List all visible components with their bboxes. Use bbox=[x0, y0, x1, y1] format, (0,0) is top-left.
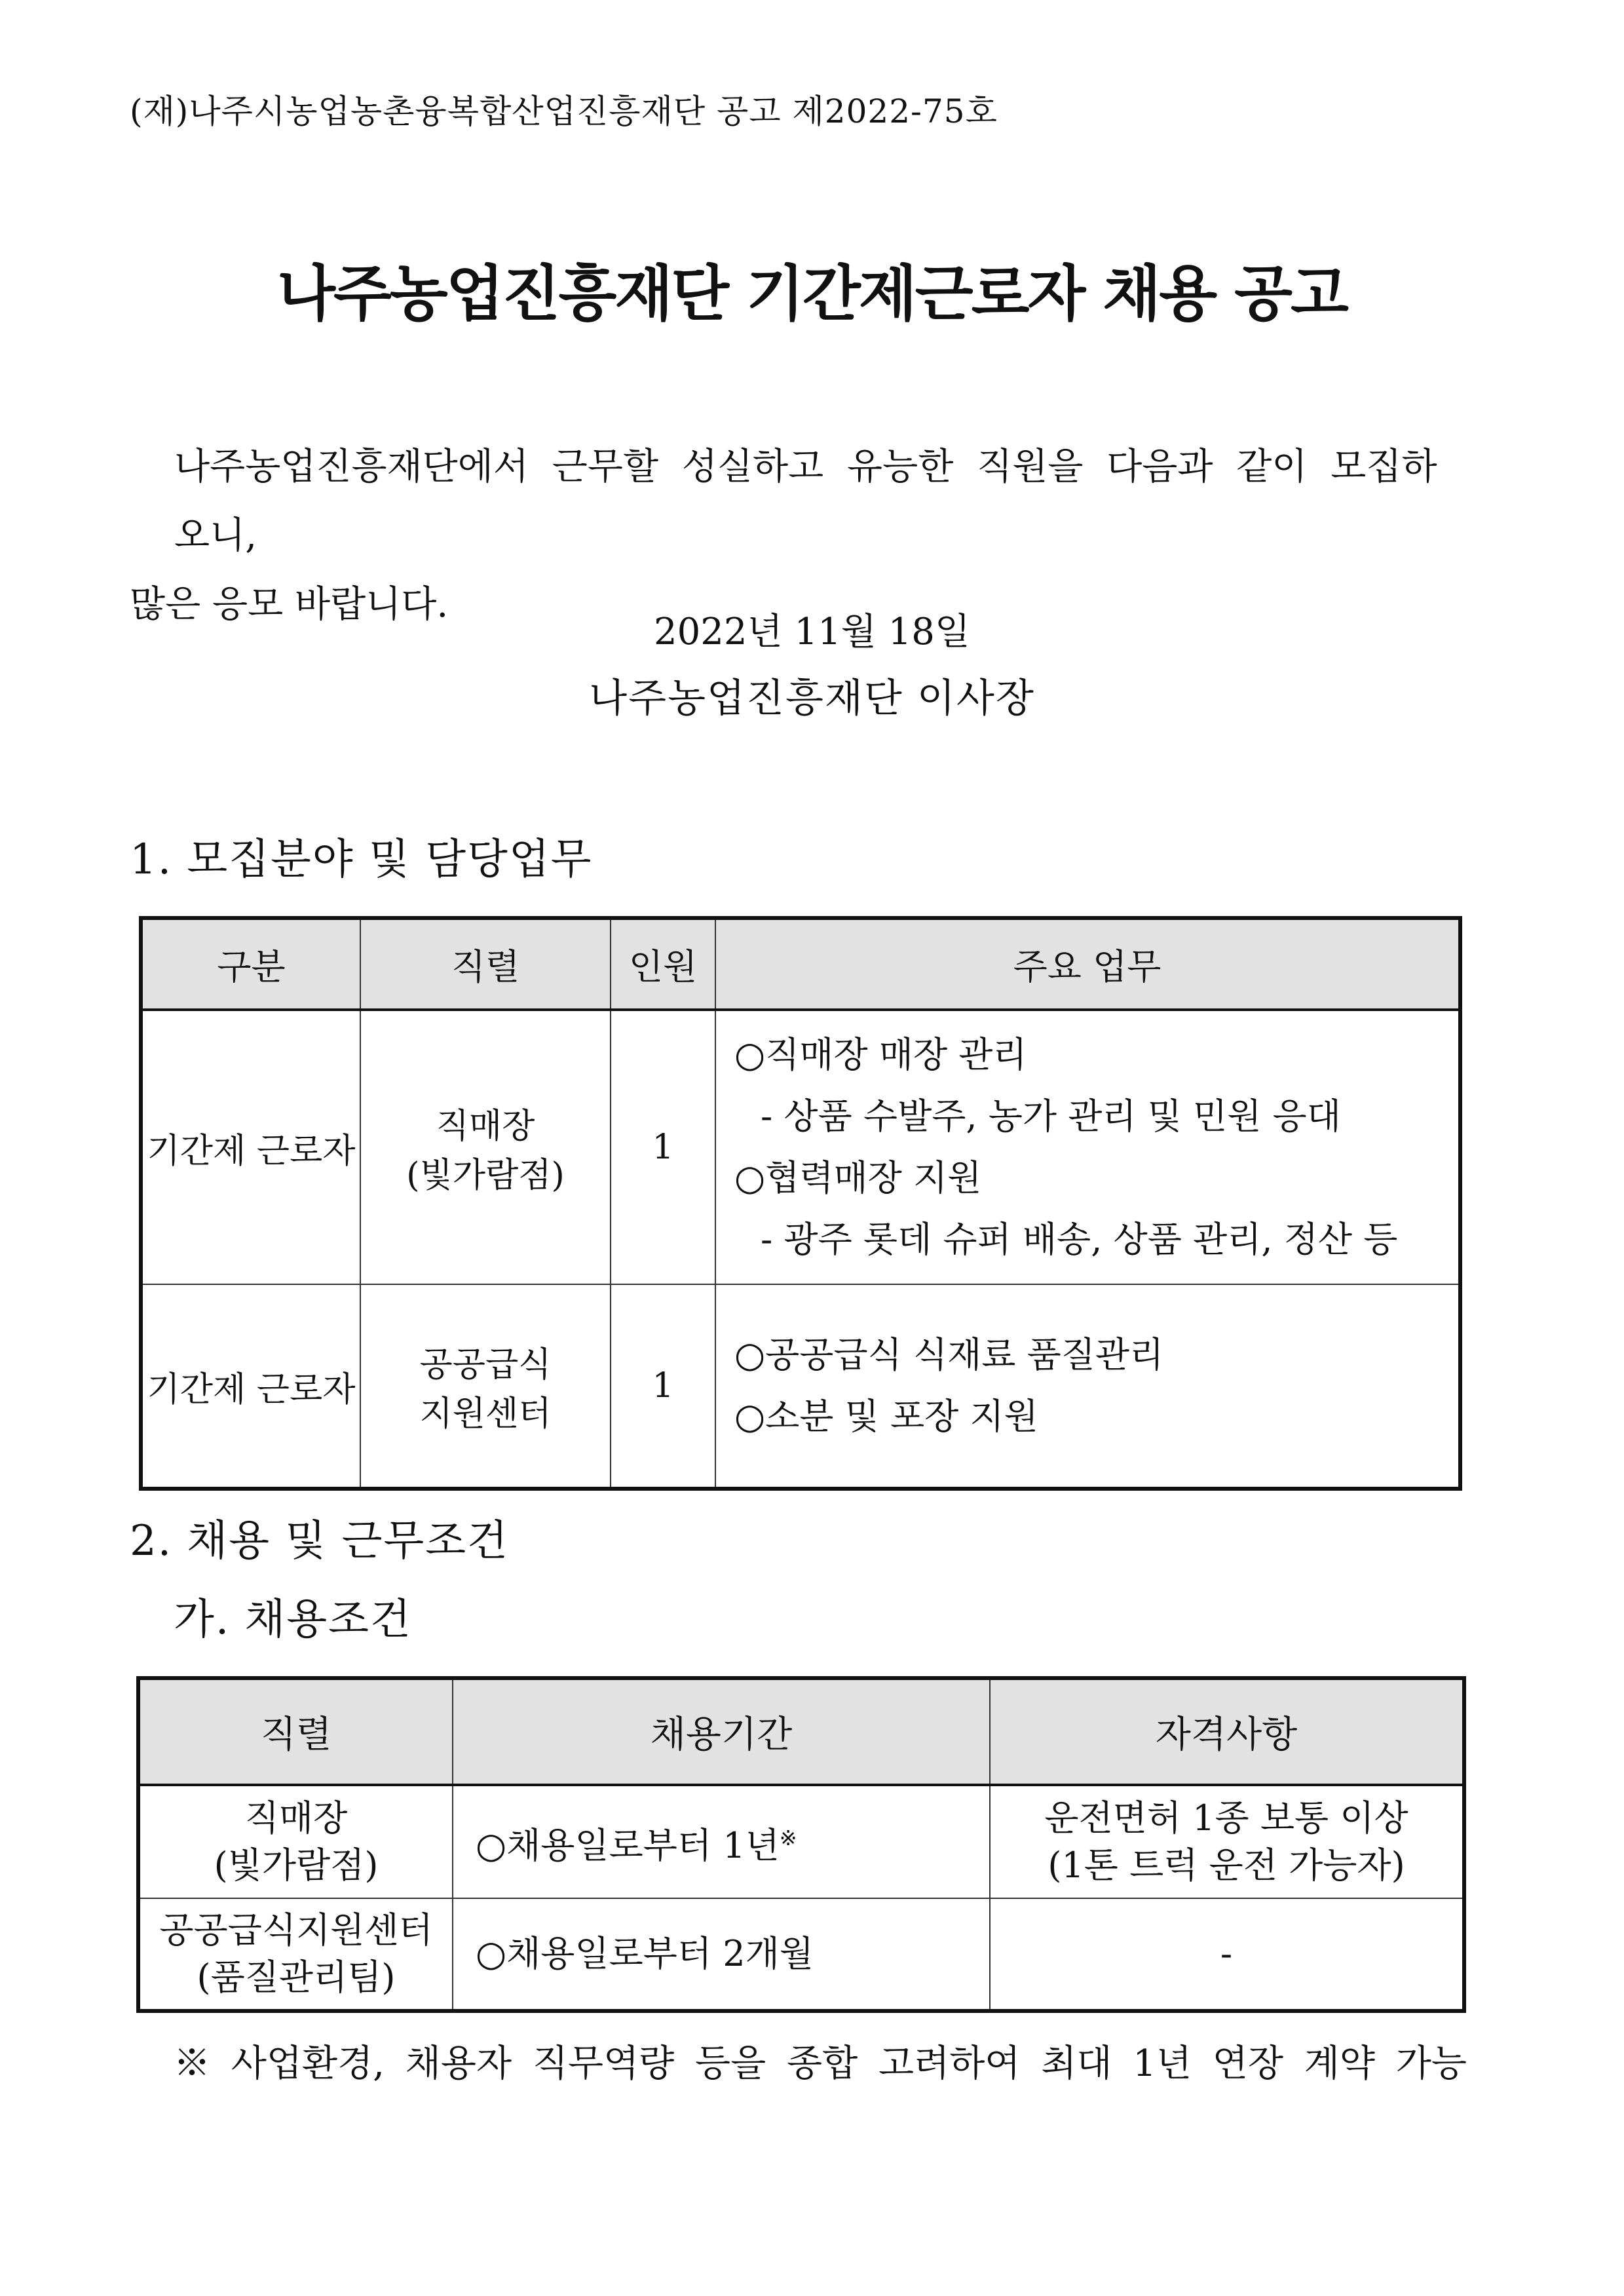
notice-number: (재)나주시농업농촌융복합산업진흥재단 공고 제2022-75호 bbox=[130, 92, 998, 130]
position-line-1: 직매장 bbox=[244, 1797, 348, 1839]
section-2-subheading: 가. 채용조건 bbox=[174, 1596, 412, 1644]
period-text: ○채용일로부터 1년 bbox=[476, 1825, 780, 1866]
table-row bbox=[138, 1785, 1464, 1898]
announcement-date: 2022년 11월 18일 bbox=[654, 611, 970, 653]
section-1-heading: 1. 모집분야 및 담당업무 bbox=[130, 835, 593, 884]
header-qualification: 자격사항 bbox=[990, 1678, 1464, 1785]
table-row bbox=[141, 1284, 1460, 1489]
page-title: 나주농업진흥재단 기간제근로자 채용 공고 bbox=[277, 259, 1347, 329]
position-line-1: 공공급식 bbox=[419, 1345, 552, 1385]
position-line-2: (품질관리팀) bbox=[197, 1957, 396, 1998]
position-line-1: 직매장 bbox=[436, 1107, 535, 1146]
position-line-2: (빛가람점) bbox=[406, 1156, 565, 1195]
issuer-name: 나주농업진흥재단 이사장 bbox=[589, 676, 1035, 721]
duty-subitem: - 상품 수발주, 농가 관리 및 민원 응대 bbox=[761, 1096, 1341, 1137]
header-position: 직렬 bbox=[138, 1678, 453, 1785]
row-qualification bbox=[990, 1898, 1464, 2011]
header-duties: 주요 업무 bbox=[715, 918, 1460, 1010]
table-row bbox=[141, 1010, 1460, 1284]
qualification-line-1: - bbox=[1220, 1933, 1233, 1974]
row-position bbox=[138, 1898, 453, 2011]
row-period bbox=[453, 1785, 990, 1898]
intro-line-1: 나주농업진흥재단에서 근무할 성실하고 유능한 직원을 다음과 같이 모집하오니, bbox=[174, 446, 1437, 557]
header-category: 구분 bbox=[141, 918, 360, 1010]
row-category: 기간제 근로자 bbox=[141, 1010, 360, 1284]
header-period: 채용기간 bbox=[453, 1678, 990, 1785]
table-row bbox=[138, 1898, 1464, 2011]
duty-item: ○공공급식 식재료 품질관리 bbox=[734, 1334, 1164, 1375]
row-qualification bbox=[990, 1785, 1464, 1898]
duty-item: ○직매장 매장 관리 bbox=[734, 1034, 1027, 1075]
period-footnote-mark: ※ bbox=[779, 1826, 797, 1850]
row-category: 기간제 근로자 bbox=[141, 1284, 360, 1489]
duty-item: ○소분 및 포장 지원 bbox=[734, 1396, 1038, 1437]
employment-conditions-table bbox=[136, 1676, 1466, 2013]
row-period bbox=[453, 1898, 990, 2011]
position-line-1: 공공급식지원센터 bbox=[159, 1909, 433, 1951]
table-header-row bbox=[138, 1678, 1464, 1785]
qualification-line-2: (1톤 트럭 운전 가능자) bbox=[1048, 1845, 1405, 1886]
position-line-2: 지원센터 bbox=[419, 1394, 552, 1434]
row-position bbox=[360, 1010, 611, 1284]
position-line-2: (빛가람점) bbox=[214, 1845, 379, 1886]
row-position bbox=[360, 1284, 611, 1489]
intro-line-2: 많은 응모 바랍니다. bbox=[130, 583, 449, 626]
section-2-heading: 2. 채용 및 근무조건 bbox=[130, 1517, 509, 1565]
header-position: 직렬 bbox=[360, 918, 611, 1010]
row-count: 1 bbox=[611, 1010, 715, 1284]
row-count: 1 bbox=[611, 1284, 715, 1489]
table-header-row bbox=[141, 918, 1460, 1010]
row-duties bbox=[715, 1010, 1460, 1284]
header-count: 인원 bbox=[611, 918, 715, 1010]
recruitment-table bbox=[139, 916, 1462, 1491]
qualification-line-1: 운전면허 1종 보통 이상 bbox=[1044, 1797, 1408, 1839]
footnote: ※ 사업환경, 채용자 직무역량 등을 종합 고려하여 최대 1년 연장 계약 가능 bbox=[174, 2042, 1467, 2085]
period-text: ○채용일로부터 2개월 bbox=[476, 1933, 814, 1974]
duty-subitem: - 광주 롯데 슈퍼 배송, 상품 관리, 정산 등 bbox=[761, 1219, 1398, 1260]
row-position bbox=[138, 1785, 453, 1898]
row-duties bbox=[715, 1284, 1460, 1489]
duty-item: ○협력매장 지원 bbox=[734, 1157, 982, 1198]
